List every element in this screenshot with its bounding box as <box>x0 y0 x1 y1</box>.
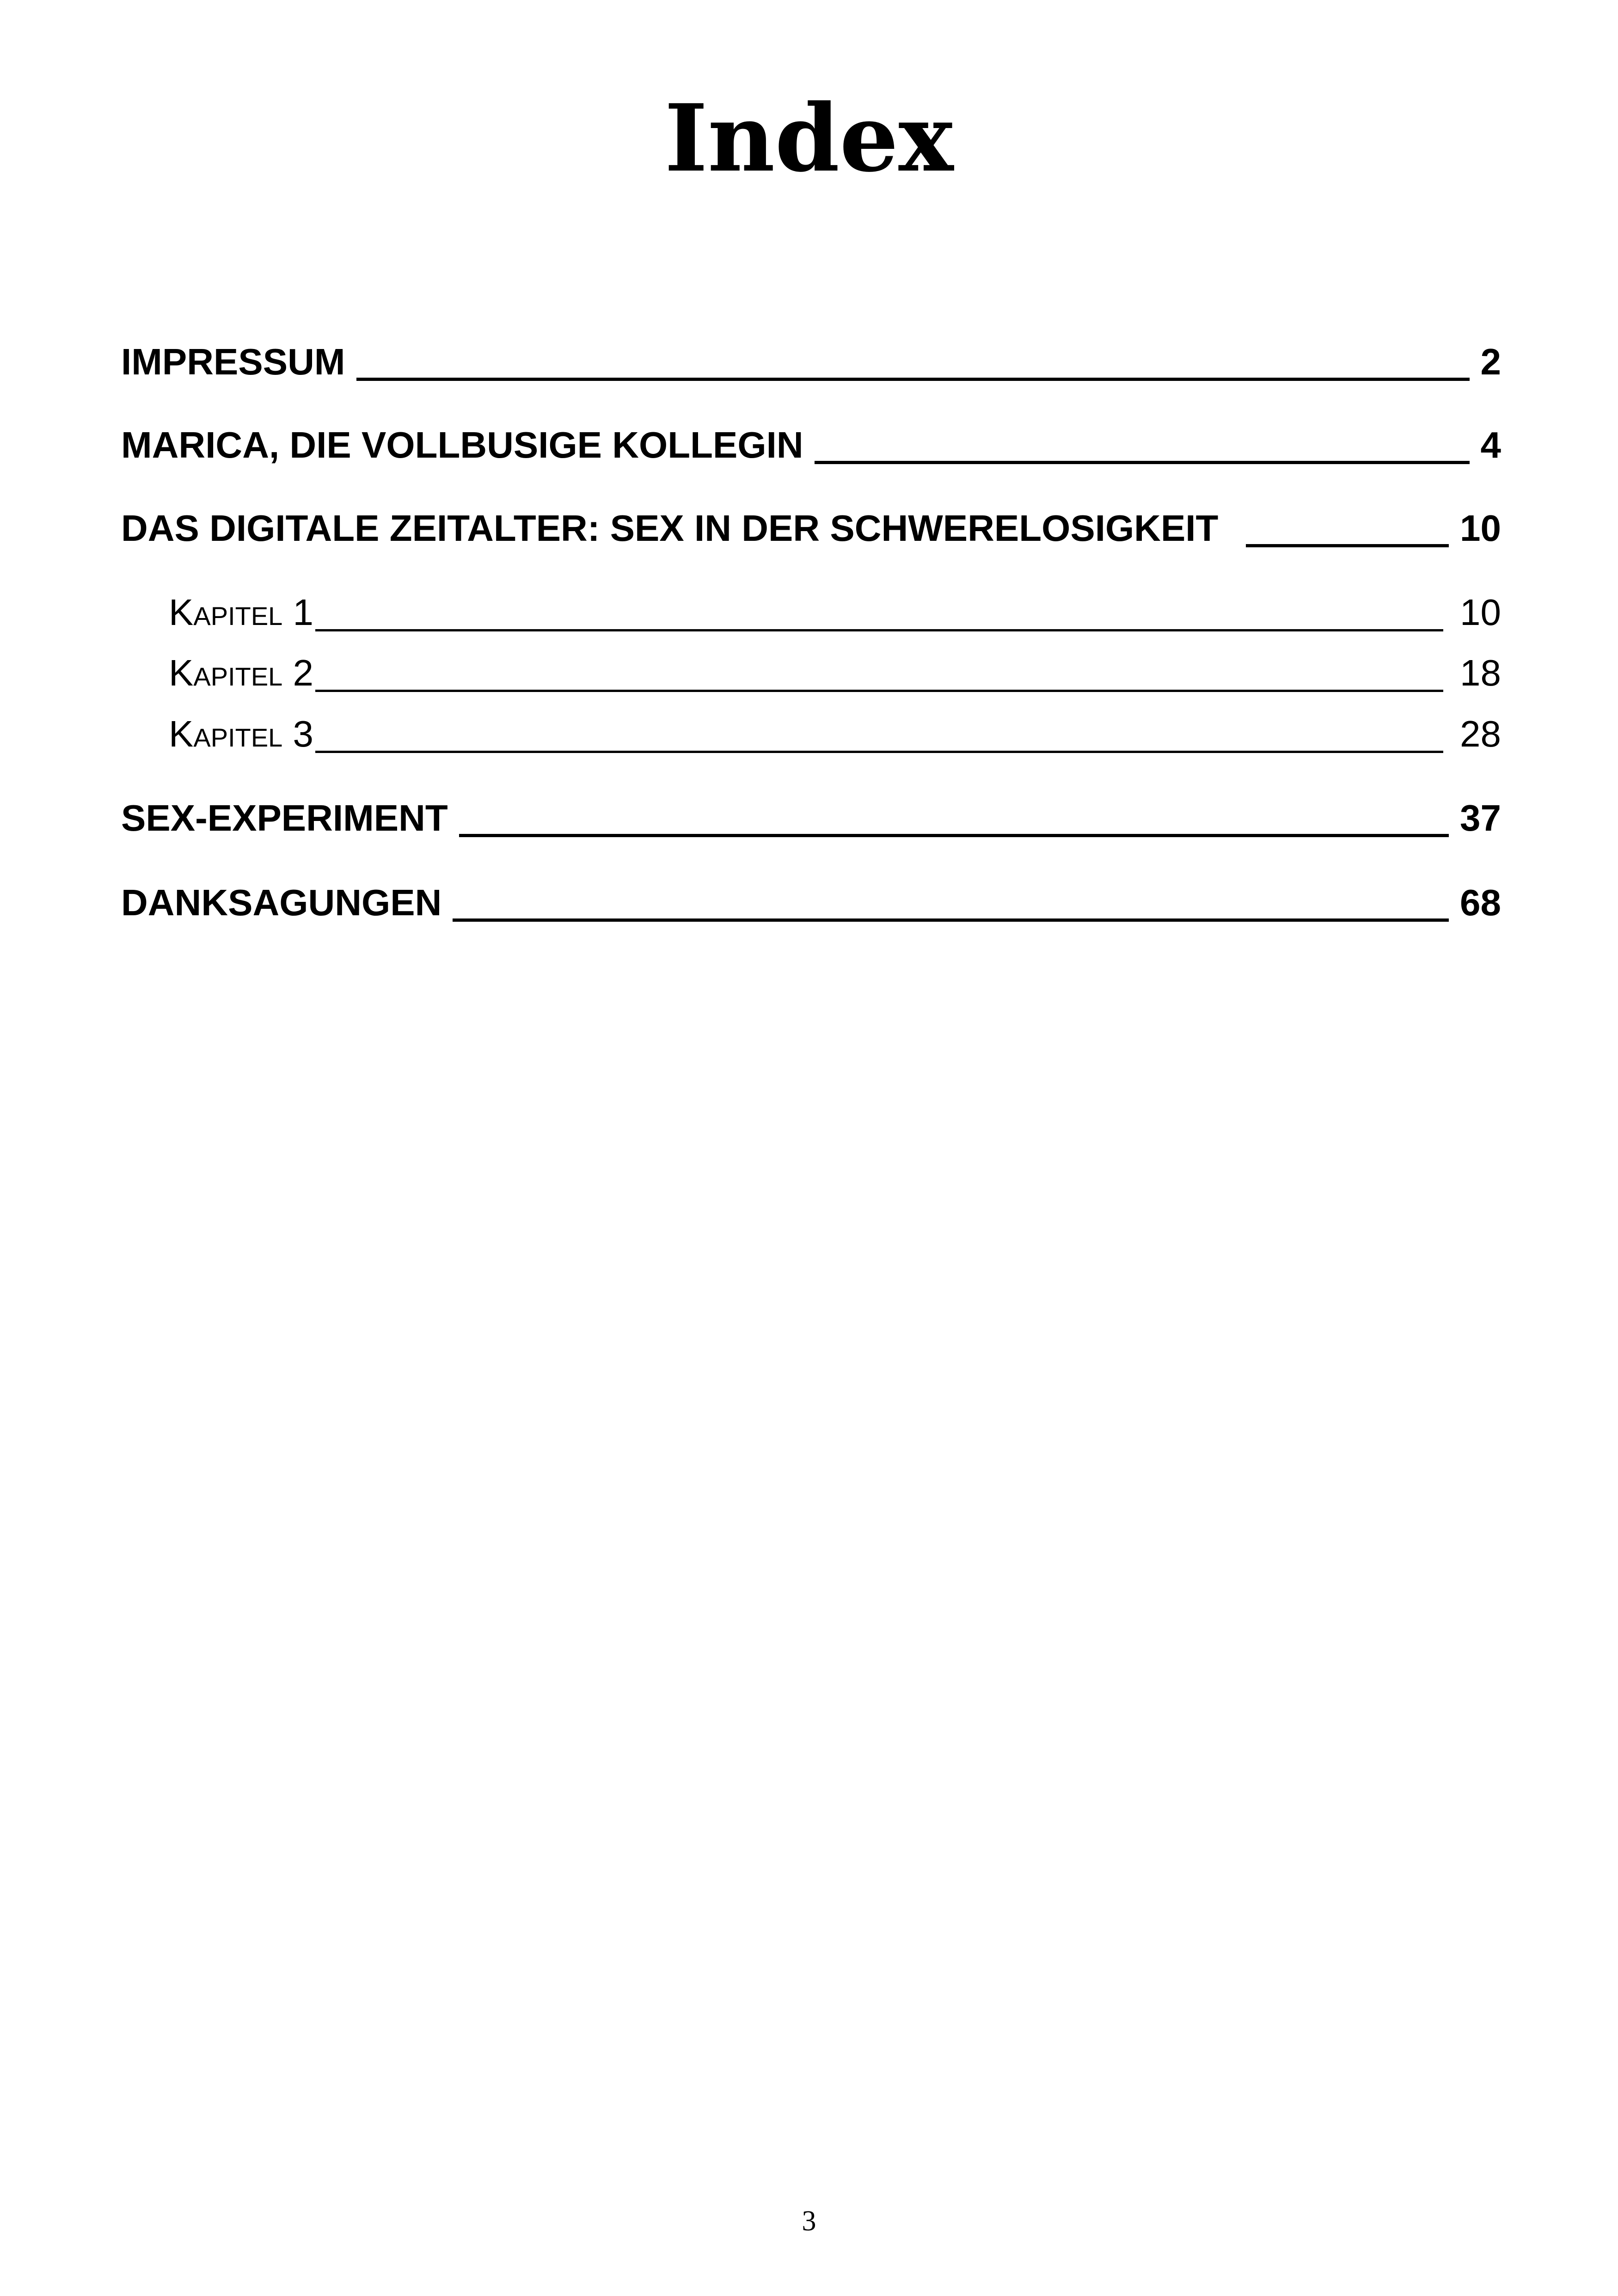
toc-leader-line <box>356 378 1470 381</box>
page-number: 3 <box>802 2205 816 2237</box>
toc-entry-digitale-zeitalter[interactable] <box>121 505 1501 551</box>
toc-entry-sex-experiment[interactable] <box>121 795 1501 841</box>
toc-subentry-page: 10 <box>1460 592 1501 633</box>
toc-entry-label: SEX-EXPERIMENT <box>121 797 448 839</box>
toc-subentry-page: 18 <box>1460 652 1501 693</box>
toc-leader-line <box>315 629 1443 631</box>
toc-entry-page: 68 <box>1460 882 1501 923</box>
toc-leader-line <box>453 918 1449 922</box>
toc-entry-impressum[interactable] <box>121 339 1501 385</box>
toc-entry-marica[interactable] <box>121 422 1501 468</box>
toc-leader-line <box>1246 544 1449 547</box>
toc-entry-label: DANKSAGUNGEN <box>121 882 442 923</box>
toc-entry-page: 2 <box>1480 341 1501 382</box>
toc-entry-page: 10 <box>1460 508 1501 549</box>
toc-entry-danksagungen[interactable] <box>121 880 1501 926</box>
toc-subentry-label: Kapitel 2 <box>169 652 314 693</box>
toc-subentry-label: Kapitel 3 <box>169 713 314 754</box>
toc-leader-line <box>459 834 1449 837</box>
toc-subentry-label: Kapitel 1 <box>169 592 314 633</box>
toc-subentry-kapitel-3[interactable] <box>169 711 1501 757</box>
toc-subentry-kapitel-2[interactable] <box>169 650 1501 696</box>
toc-leader-line <box>315 690 1443 692</box>
toc-entry-label: DAS DIGITALE ZEITALTER: SEX IN DER SCHWERELOSIGKEIT <box>121 508 1219 549</box>
toc-entry-page: 37 <box>1460 797 1501 839</box>
toc-leader-line <box>815 461 1470 464</box>
toc-entry-page: 4 <box>1480 424 1501 465</box>
toc-subentry-page: 28 <box>1460 713 1501 754</box>
toc-leader-line <box>315 751 1443 753</box>
toc-subentry-kapitel-1[interactable] <box>169 589 1501 636</box>
toc-entry-label: IMPRESSUM <box>121 341 345 382</box>
toc-entry-label: MARICA, DIE VOLLBUSIGE KOLLEGIN <box>121 424 803 465</box>
page-title: Index <box>664 84 954 193</box>
